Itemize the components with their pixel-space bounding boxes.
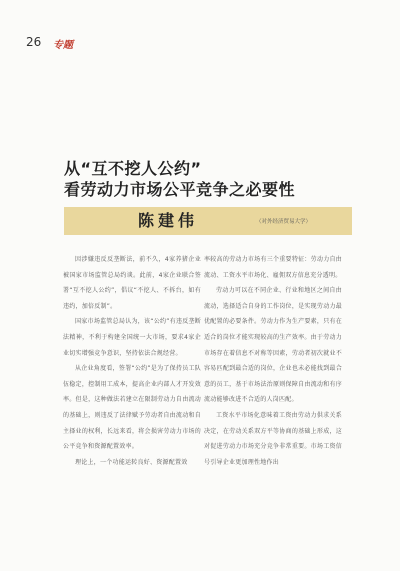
page-number: 26 xyxy=(26,35,42,49)
paragraph: 因涉嫌违反反垄断法，前不久，4家养猪企业被国家市场监管总局约谈。此前，4家企业联合签署“互不挖人公约”，倡议“不挖人、不拆台，如有违约，加倍反制”。 xyxy=(63,256,201,310)
paragraph: 国家市场监管总局认为，该“公约”有违反垄断法精神，不利于构建全国统一大市场，要求4家企业切实增强竞争意识，坚持依法合规经营。 xyxy=(63,318,201,357)
paragraph: 理论上，一个功能运转良好、资源配置效 xyxy=(75,458,188,466)
body-column-right xyxy=(204,252,342,470)
author-affiliation: （对外经济贸易大学） xyxy=(256,219,312,225)
title-line-2: 看劳动力市场公平竞争之必要性 xyxy=(64,180,296,199)
body-column-left xyxy=(63,252,201,470)
paragraph: 从企业角度看，签署“公约”是为了保持员工队伍稳定，控制用工成本，提高企业内部人才开发效率。但是，这种做法若建立在限制劳动力自由流动的基础上，则违反了法律赋予劳动者自由流动和自主择业的权利，长远来看，将会损害劳动力市场的公平竞争和资源配置效率。 xyxy=(63,365,201,451)
section-label: 专题 xyxy=(53,40,73,51)
paragraph: 劳动力可以在不同企业、行业和地区之间自由流动，选择适合自身的工作岗位，是实现劳动力最优配置的必要条件。劳动力作为生产要素，只有在适合的岗位才能实现较高的生产效率。由于劳动力市场存在着信息不对称等因素，劳动者初次就业不容易匹配到最合适的岗位，企业也未必能找到最合意的员工，基于市场法治原则保障自由流动和有序流动能够改进不合适的人岗匹配。 xyxy=(204,287,342,404)
article-title xyxy=(64,158,295,200)
paragraph: 工资水平市场化意味着工资由劳动力供求关系决定，在劳动关系双方平等协商的基础上形成，这对促进劳动力市场充分竞争非常重要。市场工资信号引导企业更加理性地作出 xyxy=(204,411,342,466)
author-name: 陈建伟 xyxy=(138,211,199,230)
paragraph: 率较高的劳动力市场有三个重要特征：劳动力自由流动、工资水平市场化、雇佣双方信息充分透明。 xyxy=(204,256,342,279)
title-line-1: 从“互不挖人公约” xyxy=(64,159,202,178)
